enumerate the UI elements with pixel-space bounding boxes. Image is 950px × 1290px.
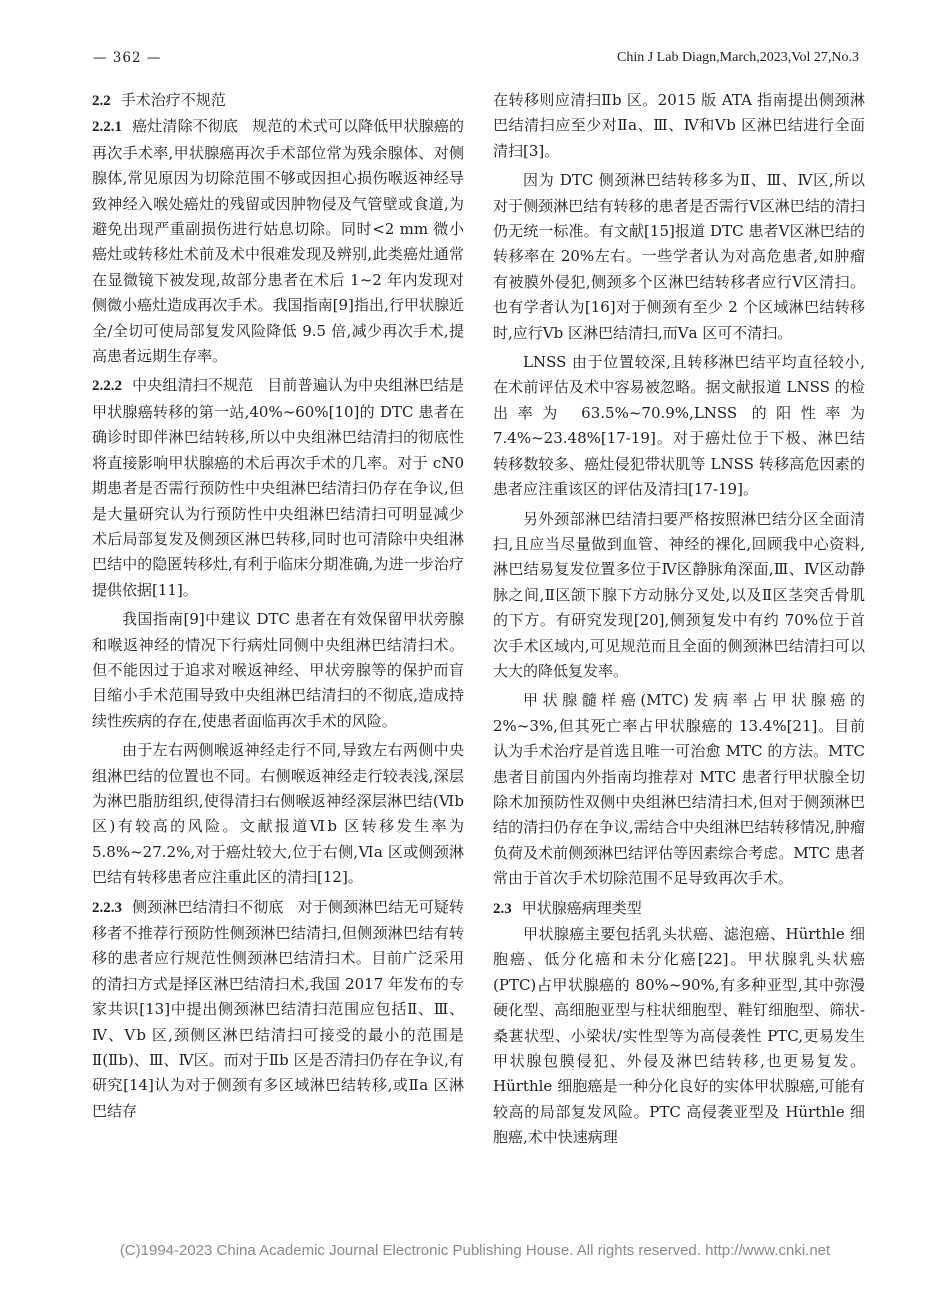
left-column bbox=[92, 88, 464, 1128]
paragraph-text: 目前普遍认为中央组淋巴结是甲状腺癌转移的第一站,40%~60%[10]的 DTC 患者在确诊时即伴淋巴结转移,所以中央组淋巴结清扫的彻底性将直接影响甲状腺癌的术后再次手术的几率。对于 cN0 期患者是否需行预防性中央组淋巴结清扫仍存在争议,但是大量研究认为行预防性中央组淋巴结清扫可明显减少术后局部复发及侧颈区淋巴转移,同时也可清除中央组淋巴结中的隐匿转移灶,有利于临床分期准确,为进一步治疗提供依据[11]。 bbox=[92, 376, 464, 599]
subsection-number: 2.2.1 bbox=[92, 119, 122, 136]
section-number: 2.2 bbox=[92, 93, 111, 109]
section-number: 2.3 bbox=[493, 900, 512, 917]
paragraph-2-2-1 bbox=[92, 114, 464, 369]
paragraph-text: 规范的术式可以降低甲状腺癌的再次手术率,甲状腺癌再次手术部位常为残余腺体、对侧腺体,常见原因为切除范围不够或因担心损伤喉返神经导致神经入喉处癌灶的残留或因肿物侵及气管壁或食道,为避免出现严重副损伤进行姑息切除。同时<2 mm 微小癌灶或转移灶术前及术中很难发现及辨别,此类癌灶通常在显微镜下被发现,故部分患者在术后 1~2 年内发现对侧微小癌灶造成再次手术。我国指南[9]指出,行甲状腺近全/全切可使局部复发风险降低 9.5 倍,减少再次手术,提高患者远期生存率。 bbox=[92, 117, 464, 366]
subsection-title: 中央组清扫不规范 bbox=[132, 376, 254, 395]
paragraph-lnss: LNSS 由于位置较深,且转移淋巴结平均直径较小,在术前评估及术中容易被忽略。据文献报道 LNSS 的检出率为 63.5%~70.9%,LNSS 的阳性率为 7.4%~23.48%[17-19]。对于癌灶位于下极、淋巴结转移数较多、癌灶侵犯带状肌等 LNSS 转移高危因素的患者应注重该区的评估及清扫[17-19]。 bbox=[493, 353, 865, 499]
paragraph-mtc: 甲状腺髓样癌(MTC)发病率占甲状腺癌的 2%~3%,但其死亡率占甲状腺癌的 13.4%[21]。目前认为手术治疗是首选且唯一可治愈 MTC 的方法。MTC 患者目前国内外指南均推荐对 MTC 患者行甲状腺全切除术加预防性双侧中央组淋巴结清扫术,但对于侧颈淋巴结的清扫仍存在争议,需结合中央组淋巴结转移情况,肿瘤负荷及术前侧颈淋巴结评估等因素综合考虑。MTC 患者常由于首次手术切除范围不足导致再次手术。 bbox=[493, 691, 865, 888]
paragraph-guideline: 我国指南[9]中建议 DTC 患者在有效保留甲状旁腺和喉返神经的情况下行病灶同侧中央组淋巴结清扫术。但不能因过于追求对喉返神经、甲状旁腺等的保护而盲目缩小手术范围导致中央组淋巴结清扫的不彻底,造成持续性疾病的存在,使患者面临再次手术的风险。 bbox=[92, 610, 464, 730]
subsection-number: 2.2.3 bbox=[92, 899, 122, 916]
paragraph-dtc: 因为 DTC 侧颈淋巴结转移多为Ⅱ、Ⅲ、Ⅳ区,所以对于侧颈淋巴结有转移的患者是否需行Ⅴ区淋巴结的清扫仍无统一标准。有文献[15]报道 DTC 患者Ⅴ区淋巴结的转移率在 20%左右。一些学者认为对高危患者,如肿瘤有被膜外侵犯,侧颈多个区淋巴结转移者应行Ⅴ区清扫。也有学者认为[16]对于侧颈有至少 2 个区域淋巴结转移时,应行Ⅴb 区淋巴结清扫,而Ⅴa 区可不清扫。 bbox=[493, 171, 865, 342]
subsection-number: 2.2.2 bbox=[92, 378, 122, 395]
page-number: — 362 — bbox=[93, 50, 162, 66]
section-heading-2-3 bbox=[493, 896, 865, 922]
paragraph-other: 另外颈部淋巴结清扫要严格按照淋巴结分区全面清扫,且应当尽量做到血管、神经的裸化,回顾我中心资料,淋巴结易复发位置多位于Ⅳ区静脉角深面,Ⅲ、Ⅳ区动静脉之间,Ⅱ区颌下腺下方动脉分叉处,以及Ⅱ区茎突舌骨肌的下方。有研究发现[20],侧颈复发中有约 70%位于首次手术区域内,可见规范而且全面的侧颈淋巴结清扫可以大大的降低复发率。 bbox=[493, 509, 865, 680]
section-title: 甲状腺癌病理类型 bbox=[521, 898, 642, 917]
copyright-footer: (C)1994-2023 China Academic Journal Electronic Publishing House. All rights reserved. http://www.cnki.net bbox=[119, 1242, 831, 1259]
subsection-title: 癌灶清除不彻底 bbox=[132, 117, 239, 136]
right-column bbox=[493, 88, 865, 1155]
paragraph-2-2-2 bbox=[92, 373, 464, 603]
paragraph-text: 对于侧颈淋巴结无可疑转移者不推荐行预防性侧颈淋巴结清扫,但侧颈淋巴结有转移的患者应行规范性侧颈淋巴结清扫术。目前广泛采用的清扫方式是择区淋巴结清扫术,我国 2017 年发布的专家共识[13]中提出侧颈淋巴结清扫范围应包括Ⅱ、Ⅲ、Ⅳ、Ⅴb 区,颈侧区淋巴结清扫可接受的最小的范围是Ⅱ(Ⅱb)、Ⅲ、Ⅳ区。而对于Ⅱb 区是否清扫仍存在争议,有研究[14]认为对于侧颈有多区域淋巴结转移,或Ⅱa 区淋巴结存 bbox=[92, 897, 464, 1120]
section-heading-2-2 bbox=[92, 88, 464, 114]
paragraph-pathology: 甲状腺癌主要包括乳头状癌、滤泡癌、Hürthle 细胞癌、低分化癌和未分化癌[22]。甲状腺乳头状癌(PTC)占甲状腺癌的 80%~90%,有多种亚型,其中弥漫硬化型、高细胞亚型与柱状细胞型、鞋钉细胞型、筛状-桑葚状型、小梁状/实性型等为高侵袭性 PTC,更易发生甲状腺包膜侵犯、外侵及淋巴结转移,也更易复发。Hürthle 细胞癌是一种分化良好的实体甲状腺癌,可能有较高的局部复发风险。PTC 高侵袭亚型及 Hürthle 细胞癌,术中快速病理 bbox=[493, 925, 865, 1147]
journal-citation: Chin J Lab Diagn,March,2023,Vol 27,No.3 bbox=[617, 50, 859, 65]
paragraph-continued: 在转移则应清扫Ⅱb 区。2015 版 ATA 指南提出侧颈淋巴结清扫应至少对Ⅱa、Ⅲ、Ⅳ和Ⅴb 区淋巴结进行全面清扫[3]。 bbox=[493, 91, 865, 160]
subsection-title: 侧颈淋巴结清扫不彻底 bbox=[132, 897, 284, 916]
running-header bbox=[93, 46, 859, 68]
paragraph-2-2-3 bbox=[92, 895, 464, 1125]
paragraph-nerve: 由于左右两侧喉返神经走行不同,导致左右两侧中央组淋巴结的位置也不同。右侧喉返神经走行较表浅,深层为淋巴脂肪组织,使得清扫右侧喉返神经深层淋巴结(Ⅵb 区)有较高的风险。文献报道Ⅵb 区转移发生率为 5.8%~27.2%,对于癌灶较大,位于右侧,Ⅵa 区或侧颈淋巴结有转移患者应注重此区的清扫[12]。 bbox=[92, 741, 464, 887]
section-title: 手术治疗不规范 bbox=[120, 91, 226, 109]
